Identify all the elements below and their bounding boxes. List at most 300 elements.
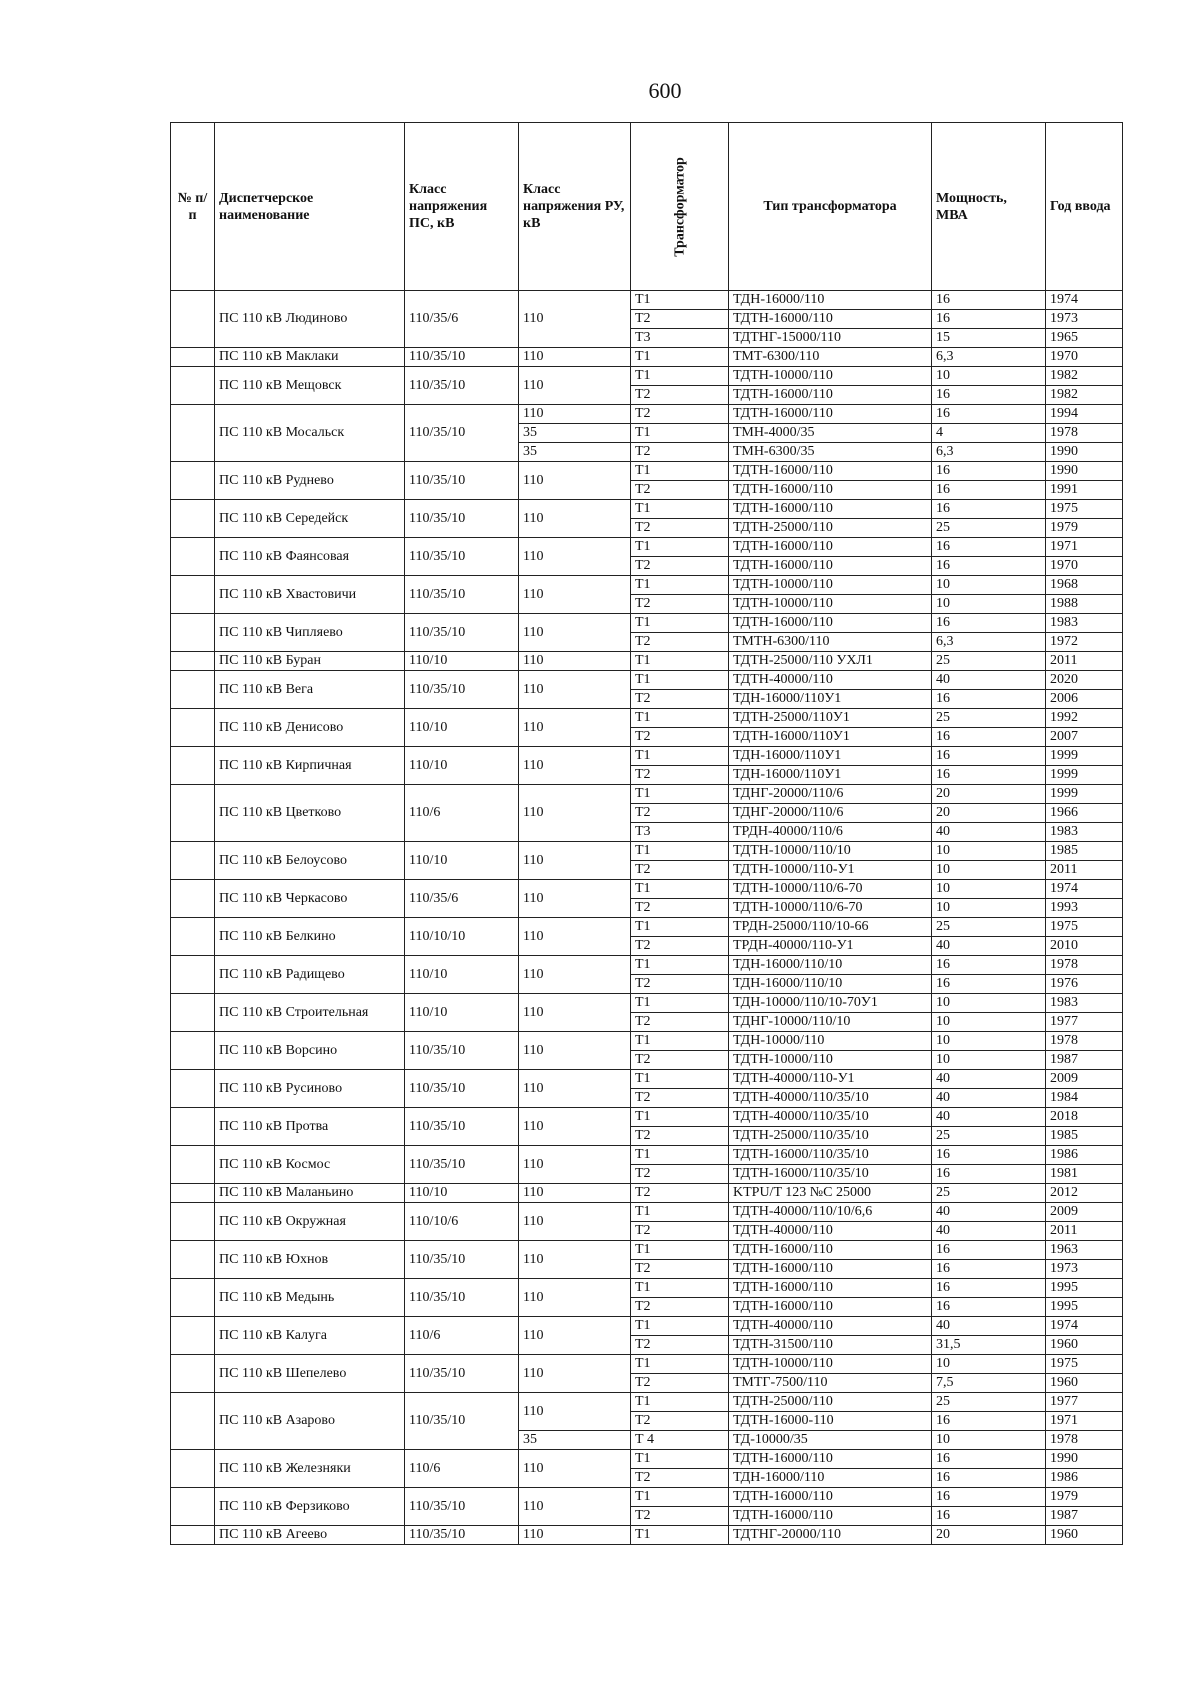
- transformer-type-cell: ТДТН-25000/110/35/10: [729, 1127, 932, 1146]
- transformer-type-cell: ТДТН-16000/110: [729, 1260, 932, 1279]
- ps-voltage-cell: 110/35/10: [405, 367, 519, 405]
- transformer-cell: Т2: [631, 519, 729, 538]
- transformer-type-cell: ТДТН-16000/110: [729, 538, 932, 557]
- ru-voltage-cell: 110: [519, 462, 631, 500]
- transformer-cell: Т2: [631, 1469, 729, 1488]
- year-cell: 1999: [1046, 747, 1123, 766]
- ru-voltage-cell: 110: [519, 785, 631, 842]
- ps-voltage-cell: 110/10: [405, 842, 519, 880]
- transformer-cell: Т1: [631, 994, 729, 1013]
- table-row: [171, 671, 1123, 690]
- transformer-cell: Т1: [631, 1241, 729, 1260]
- year-cell: 1982: [1046, 386, 1123, 405]
- transformer-type-cell: KTPU/T 123 №С 25000: [729, 1184, 932, 1203]
- year-cell: 1985: [1046, 1127, 1123, 1146]
- ru-voltage-cell: 110: [519, 405, 631, 424]
- transformer-type-cell: ТДНГ-10000/110/10: [729, 1013, 932, 1032]
- row-number-cell: [171, 1032, 215, 1070]
- year-cell: 1975: [1046, 500, 1123, 519]
- transformer-cell: Т2: [631, 1184, 729, 1203]
- substation-name-cell: ПС 110 кВ Строительная: [215, 994, 405, 1032]
- year-cell: 1960: [1046, 1526, 1123, 1545]
- ru-voltage-cell: 110: [519, 1108, 631, 1146]
- year-cell: 1988: [1046, 595, 1123, 614]
- year-cell: 1978: [1046, 424, 1123, 443]
- year-cell: 1982: [1046, 367, 1123, 386]
- power-cell: 10: [932, 842, 1046, 861]
- power-cell: 6,3: [932, 633, 1046, 652]
- ru-voltage-cell: 110: [519, 1279, 631, 1317]
- power-cell: 16: [932, 538, 1046, 557]
- transformer-cell: Т1: [631, 1146, 729, 1165]
- ps-voltage-cell: 110/35/10: [405, 1279, 519, 1317]
- transformer-type-cell: ТДТН-40000/110/35/10: [729, 1089, 932, 1108]
- header-ru-voltage: Класс напряжения РУ, кВ: [519, 123, 631, 291]
- power-cell: 10: [932, 1355, 1046, 1374]
- table-row: [171, 1393, 1123, 1412]
- row-number-cell: [171, 576, 215, 614]
- ps-voltage-cell: 110/35/10: [405, 1355, 519, 1393]
- power-cell: 16: [932, 1165, 1046, 1184]
- transformer-cell: Т1: [631, 462, 729, 481]
- power-cell: 16: [932, 728, 1046, 747]
- transformer-type-cell: ТДН-16000/110У1: [729, 747, 932, 766]
- power-cell: 16: [932, 1507, 1046, 1526]
- row-number-cell: [171, 614, 215, 652]
- year-cell: 1999: [1046, 766, 1123, 785]
- row-number-cell: [171, 1241, 215, 1279]
- year-cell: 1960: [1046, 1374, 1123, 1393]
- year-cell: 1973: [1046, 310, 1123, 329]
- transformer-type-cell: ТДТН-40000/110/10/6,6: [729, 1203, 932, 1222]
- ps-voltage-cell: 110/6: [405, 1317, 519, 1355]
- substation-name-cell: ПС 110 кВ Чипляево: [215, 614, 405, 652]
- year-cell: 1968: [1046, 576, 1123, 595]
- transformer-type-cell: ТДТН-10000/110/10: [729, 842, 932, 861]
- table-row: [171, 842, 1123, 861]
- transformer-type-cell: ТРДН-40000/110-У1: [729, 937, 932, 956]
- ru-voltage-cell: 110: [519, 1203, 631, 1241]
- transformer-cell: Т1: [631, 880, 729, 899]
- year-cell: 1990: [1046, 1450, 1123, 1469]
- transformer-cell: Т2: [631, 557, 729, 576]
- transformer-type-cell: ТДТН-16000/110: [729, 1450, 932, 1469]
- transformer-type-cell: ТДТН-10000/110/6-70: [729, 899, 932, 918]
- transformer-cell: Т2: [631, 633, 729, 652]
- transformer-cell: Т1: [631, 652, 729, 671]
- row-number-cell: [171, 1070, 215, 1108]
- power-cell: 10: [932, 576, 1046, 595]
- substation-name-cell: ПС 110 кВ Маланьино: [215, 1184, 405, 1203]
- year-cell: 1970: [1046, 557, 1123, 576]
- transformer-cell: Т2: [631, 310, 729, 329]
- row-number-cell: [171, 1526, 215, 1545]
- ps-voltage-cell: 110/35/10: [405, 576, 519, 614]
- transformer-cell: Т1: [631, 1393, 729, 1412]
- row-number-cell: [171, 500, 215, 538]
- year-cell: 1990: [1046, 443, 1123, 462]
- row-number-cell: [171, 1488, 215, 1526]
- table-row: [171, 576, 1123, 595]
- power-cell: 20: [932, 804, 1046, 823]
- power-cell: 6,3: [932, 348, 1046, 367]
- year-cell: 1992: [1046, 709, 1123, 728]
- transformer-type-cell: ТДТН-40000/110: [729, 1222, 932, 1241]
- year-cell: 1999: [1046, 785, 1123, 804]
- table-row: [171, 614, 1123, 633]
- row-number-cell: [171, 1355, 215, 1393]
- transformer-cell: Т2: [631, 1165, 729, 1184]
- year-cell: 1984: [1046, 1089, 1123, 1108]
- power-cell: 40: [932, 1108, 1046, 1127]
- transformer-cell: Т2: [631, 443, 729, 462]
- year-cell: 1972: [1046, 633, 1123, 652]
- substation-name-cell: ПС 110 кВ Середейск: [215, 500, 405, 538]
- row-number-cell: [171, 1393, 215, 1450]
- power-cell: 16: [932, 1488, 1046, 1507]
- power-cell: 10: [932, 1032, 1046, 1051]
- table-row: [171, 1241, 1123, 1260]
- transformer-type-cell: ТМН-4000/35: [729, 424, 932, 443]
- ru-voltage-cell: 110: [519, 709, 631, 747]
- transformer-type-cell: ТДТН-16000/110: [729, 614, 932, 633]
- power-cell: 10: [932, 861, 1046, 880]
- transformer-cell: Т2: [631, 405, 729, 424]
- transformer-cell: Т2: [631, 1260, 729, 1279]
- ru-voltage-cell: 110: [519, 614, 631, 652]
- power-cell: 16: [932, 1279, 1046, 1298]
- substation-name-cell: ПС 110 кВ Калуга: [215, 1317, 405, 1355]
- year-cell: 1983: [1046, 994, 1123, 1013]
- ps-voltage-cell: 110/10/6: [405, 1203, 519, 1241]
- power-cell: 16: [932, 462, 1046, 481]
- year-cell: 1965: [1046, 329, 1123, 348]
- power-cell: 16: [932, 405, 1046, 424]
- ru-voltage-cell: 110: [519, 538, 631, 576]
- substation-name-cell: ПС 110 кВ Космос: [215, 1146, 405, 1184]
- substation-name-cell: ПС 110 кВ Людиново: [215, 291, 405, 348]
- power-cell: 10: [932, 880, 1046, 899]
- row-number-cell: [171, 1146, 215, 1184]
- substation-name-cell: ПС 110 кВ Радищево: [215, 956, 405, 994]
- transformer-type-cell: ТДТН-16000/110: [729, 1298, 932, 1317]
- transformer-type-cell: ТДТН-10000/110-У1: [729, 861, 932, 880]
- power-cell: 15: [932, 329, 1046, 348]
- transformer-cell: Т2: [631, 1013, 729, 1032]
- ps-voltage-cell: 110/35/10: [405, 1146, 519, 1184]
- year-cell: 2009: [1046, 1070, 1123, 1089]
- transformer-type-cell: ТДН-16000/110: [729, 1469, 932, 1488]
- power-cell: 10: [932, 595, 1046, 614]
- substation-name-cell: ПС 110 кВ Агеево: [215, 1526, 405, 1545]
- table-row: [171, 1032, 1123, 1051]
- power-cell: 25: [932, 918, 1046, 937]
- transformer-cell: Т1: [631, 1203, 729, 1222]
- year-cell: 2011: [1046, 861, 1123, 880]
- ru-voltage-cell: 110: [519, 1317, 631, 1355]
- transformer-type-cell: ТДТН-16000/110: [729, 386, 932, 405]
- year-cell: 1977: [1046, 1393, 1123, 1412]
- transformer-type-cell: ТДН-16000/110/10: [729, 975, 932, 994]
- ru-voltage-cell: 35: [519, 443, 631, 462]
- transformer-cell: Т2: [631, 1222, 729, 1241]
- year-cell: 1960: [1046, 1336, 1123, 1355]
- ru-voltage-cell: 110: [519, 1450, 631, 1488]
- table-row: [171, 500, 1123, 519]
- ps-voltage-cell: 110/35/10: [405, 1393, 519, 1450]
- ps-voltage-cell: 110/6: [405, 1450, 519, 1488]
- substation-name-cell: ПС 110 кВ Белкино: [215, 918, 405, 956]
- row-number-cell: [171, 671, 215, 709]
- year-cell: 1993: [1046, 899, 1123, 918]
- ps-voltage-cell: 110/35/10: [405, 1070, 519, 1108]
- power-cell: 16: [932, 690, 1046, 709]
- year-cell: 2011: [1046, 1222, 1123, 1241]
- power-cell: 4: [932, 424, 1046, 443]
- power-cell: 40: [932, 671, 1046, 690]
- transformer-type-cell: ТДТН-16000/110У1: [729, 728, 932, 747]
- ps-voltage-cell: 110/10: [405, 709, 519, 747]
- ps-voltage-cell: 110/35/10: [405, 671, 519, 709]
- power-cell: 16: [932, 1241, 1046, 1260]
- transformer-cell: Т1: [631, 1488, 729, 1507]
- table-row: [171, 994, 1123, 1013]
- transformer-cell: Т2: [631, 481, 729, 500]
- row-number-cell: [171, 785, 215, 842]
- transformer-type-cell: ТДТН-25000/110 УХЛ1: [729, 652, 932, 671]
- transformer-cell: Т 4: [631, 1431, 729, 1450]
- power-cell: 10: [932, 1013, 1046, 1032]
- substation-name-cell: ПС 110 кВ Протва: [215, 1108, 405, 1146]
- row-number-cell: [171, 1317, 215, 1355]
- table-row: [171, 1488, 1123, 1507]
- transformer-cell: Т1: [631, 367, 729, 386]
- year-cell: 1978: [1046, 1032, 1123, 1051]
- table-row: [171, 880, 1123, 899]
- row-number-cell: [171, 918, 215, 956]
- ru-voltage-cell: 110: [519, 1032, 631, 1070]
- substation-name-cell: ПС 110 кВ Ворсино: [215, 1032, 405, 1070]
- transformer-cell: Т1: [631, 1450, 729, 1469]
- transformer-cell: Т1: [631, 842, 729, 861]
- transformer-type-cell: ТДТН-16000/110/35/10: [729, 1165, 932, 1184]
- header-transformer-label: Трансформатор: [672, 156, 687, 257]
- transformer-cell: Т2: [631, 1089, 729, 1108]
- ps-voltage-cell: 110/35/10: [405, 1488, 519, 1526]
- power-cell: 20: [932, 785, 1046, 804]
- year-cell: 1975: [1046, 918, 1123, 937]
- ru-voltage-cell: 110: [519, 880, 631, 918]
- year-cell: 2012: [1046, 1184, 1123, 1203]
- substation-name-cell: ПС 110 кВ Хвастовичи: [215, 576, 405, 614]
- transformer-cell: Т2: [631, 1412, 729, 1431]
- power-cell: 40: [932, 1089, 1046, 1108]
- year-cell: 1976: [1046, 975, 1123, 994]
- year-cell: 1970: [1046, 348, 1123, 367]
- ps-voltage-cell: 110/10: [405, 994, 519, 1032]
- transformer-cell: Т1: [631, 500, 729, 519]
- transformer-type-cell: ТДТН-10000/110: [729, 1355, 932, 1374]
- transformer-type-cell: ТДТН-10000/110: [729, 367, 932, 386]
- table-row: [171, 348, 1123, 367]
- substation-name-cell: ПС 110 кВ Юхнов: [215, 1241, 405, 1279]
- transformer-type-cell: ТДН-10000/110/10-70У1: [729, 994, 932, 1013]
- substation-name-cell: ПС 110 кВ Фаянсовая: [215, 538, 405, 576]
- ru-voltage-cell: 110: [519, 671, 631, 709]
- year-cell: 1986: [1046, 1146, 1123, 1165]
- transformer-cell: Т2: [631, 1507, 729, 1526]
- transformer-type-cell: ТДНГ-20000/110/6: [729, 785, 932, 804]
- transformer-cell: Т2: [631, 766, 729, 785]
- header-name: Диспетчерское наименование: [215, 123, 405, 291]
- header-ps-voltage: Класс напряжения ПС, кВ: [405, 123, 519, 291]
- ps-voltage-cell: 110/35/10: [405, 500, 519, 538]
- power-cell: 16: [932, 291, 1046, 310]
- year-cell: 1987: [1046, 1507, 1123, 1526]
- power-cell: 40: [932, 1222, 1046, 1241]
- ps-voltage-cell: 110/10: [405, 747, 519, 785]
- transformer-cell: Т1: [631, 1526, 729, 1545]
- table-row: [171, 1450, 1123, 1469]
- transformer-cell: Т2: [631, 1336, 729, 1355]
- substation-name-cell: ПС 110 кВ Медынь: [215, 1279, 405, 1317]
- header-type: Тип трансформатора: [729, 123, 932, 291]
- table-row: [171, 1108, 1123, 1127]
- substation-name-cell: ПС 110 кВ Руднево: [215, 462, 405, 500]
- transformer-cell: Т2: [631, 899, 729, 918]
- ps-voltage-cell: 110/35/10: [405, 462, 519, 500]
- power-cell: 16: [932, 614, 1046, 633]
- power-cell: 16: [932, 557, 1046, 576]
- transformer-cell: Т1: [631, 785, 729, 804]
- power-cell: 10: [932, 1051, 1046, 1070]
- year-cell: 2009: [1046, 1203, 1123, 1222]
- transformer-type-cell: ТДТН-16000/110: [729, 481, 932, 500]
- power-cell: 20: [932, 1526, 1046, 1545]
- substation-name-cell: ПС 110 кВ Белоусово: [215, 842, 405, 880]
- year-cell: 2010: [1046, 937, 1123, 956]
- transformer-cell: Т2: [631, 386, 729, 405]
- table-row: [171, 367, 1123, 386]
- table-row: [171, 652, 1123, 671]
- substation-name-cell: ПС 110 кВ Мосальск: [215, 405, 405, 462]
- table-header-row: [171, 123, 1123, 291]
- power-cell: 16: [932, 1412, 1046, 1431]
- transformer-type-cell: ТДТН-40000/110/35/10: [729, 1108, 932, 1127]
- transformer-cell: Т1: [631, 348, 729, 367]
- power-cell: 16: [932, 956, 1046, 975]
- ru-voltage-cell: 110: [519, 652, 631, 671]
- table-row: [171, 405, 1123, 424]
- header-power: Мощность, МВА: [932, 123, 1046, 291]
- year-cell: 1977: [1046, 1013, 1123, 1032]
- table-row: [171, 538, 1123, 557]
- transformer-cell: Т1: [631, 538, 729, 557]
- substation-name-cell: ПС 110 кВ Шепелево: [215, 1355, 405, 1393]
- ru-voltage-cell: 110: [519, 500, 631, 538]
- table-body: [171, 291, 1123, 1545]
- power-cell: 16: [932, 975, 1046, 994]
- power-cell: 25: [932, 1184, 1046, 1203]
- table-row: [171, 1203, 1123, 1222]
- ru-voltage-cell: 110: [519, 994, 631, 1032]
- transformer-cell: Т1: [631, 1032, 729, 1051]
- ru-voltage-cell: 110: [519, 367, 631, 405]
- power-cell: 40: [932, 1317, 1046, 1336]
- table-row: [171, 785, 1123, 804]
- transformer-cell: Т2: [631, 937, 729, 956]
- table-row: [171, 956, 1123, 975]
- power-cell: 10: [932, 367, 1046, 386]
- ru-voltage-cell: 35: [519, 1431, 631, 1450]
- transformer-type-cell: ТДТНГ-15000/110: [729, 329, 932, 348]
- transformer-cell: Т1: [631, 1108, 729, 1127]
- transformer-type-cell: ТДТН-25000/110У1: [729, 709, 932, 728]
- ru-voltage-cell: 110: [519, 1488, 631, 1526]
- table-row: [171, 462, 1123, 481]
- table-row: [171, 1070, 1123, 1089]
- year-cell: 1990: [1046, 462, 1123, 481]
- substation-name-cell: ПС 110 кВ Буран: [215, 652, 405, 671]
- transformer-type-cell: ТДН-16000/110У1: [729, 766, 932, 785]
- power-cell: 16: [932, 500, 1046, 519]
- year-cell: 1987: [1046, 1051, 1123, 1070]
- ps-voltage-cell: 110/10: [405, 956, 519, 994]
- transformer-cell: Т1: [631, 956, 729, 975]
- transformer-type-cell: ТРДН-40000/110/6: [729, 823, 932, 842]
- power-cell: 6,3: [932, 443, 1046, 462]
- transformer-cell: Т1: [631, 1317, 729, 1336]
- year-cell: 1973: [1046, 1260, 1123, 1279]
- ru-voltage-cell: 110: [519, 1241, 631, 1279]
- transformer-type-cell: ТДТН-40000/110: [729, 671, 932, 690]
- ru-voltage-cell: 110: [519, 1355, 631, 1393]
- transformer-cell: Т2: [631, 975, 729, 994]
- row-number-cell: [171, 842, 215, 880]
- transformer-type-cell: ТДН-16000/110: [729, 291, 932, 310]
- transformer-cell: Т3: [631, 329, 729, 348]
- power-cell: 16: [932, 1450, 1046, 1469]
- power-cell: 7,5: [932, 1374, 1046, 1393]
- row-number-cell: [171, 747, 215, 785]
- power-cell: 16: [932, 1298, 1046, 1317]
- transformer-cell: Т1: [631, 918, 729, 937]
- row-number-cell: [171, 1450, 215, 1488]
- year-cell: 1979: [1046, 519, 1123, 538]
- year-cell: 1985: [1046, 842, 1123, 861]
- year-cell: 1963: [1046, 1241, 1123, 1260]
- table-row: [171, 1317, 1123, 1336]
- power-cell: 40: [932, 1203, 1046, 1222]
- year-cell: 1966: [1046, 804, 1123, 823]
- year-cell: 1995: [1046, 1279, 1123, 1298]
- transformer-cell: Т2: [631, 1298, 729, 1317]
- transformer-type-cell: ТМТН-6300/110: [729, 633, 932, 652]
- transformer-cell: Т1: [631, 709, 729, 728]
- ps-voltage-cell: 110/10/10: [405, 918, 519, 956]
- transformer-type-cell: ТДТН-40000/110: [729, 1317, 932, 1336]
- header-year: Год ввода: [1046, 123, 1123, 291]
- table-row: [171, 918, 1123, 937]
- transformer-cell: Т1: [631, 614, 729, 633]
- transformer-type-cell: ТДТН-16000/110: [729, 1241, 932, 1260]
- transformer-type-cell: ТДНГ-20000/110/6: [729, 804, 932, 823]
- transformer-cell: Т2: [631, 804, 729, 823]
- row-number-cell: [171, 538, 215, 576]
- substation-name-cell: ПС 110 кВ Железняки: [215, 1450, 405, 1488]
- year-cell: 1974: [1046, 1317, 1123, 1336]
- transformer-cell: Т1: [631, 671, 729, 690]
